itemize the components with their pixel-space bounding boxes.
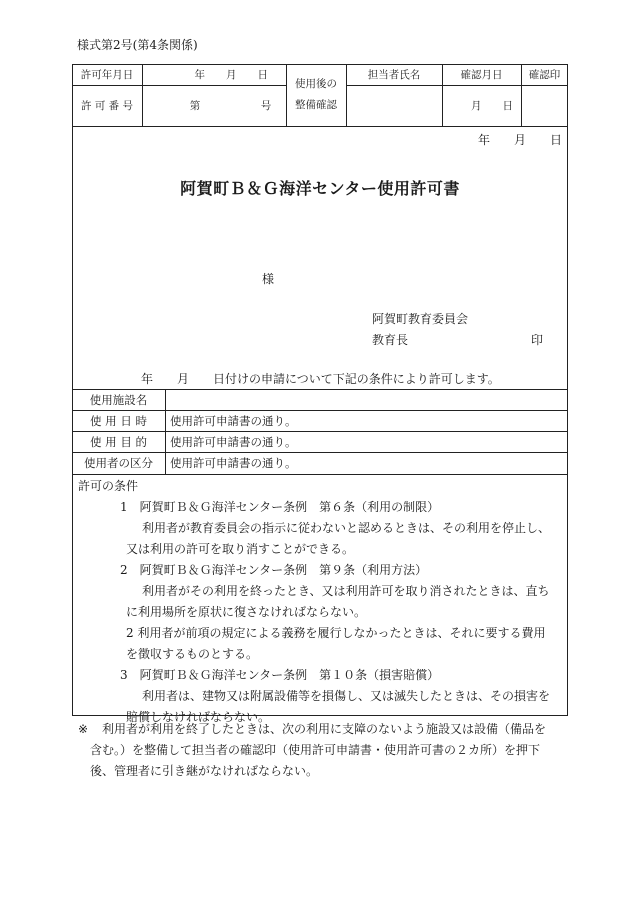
permit-number-prefix: 第 <box>189 100 201 112</box>
document-title: 阿賀町Ｂ＆Ｇ海洋センター使用許可書 <box>180 179 460 198</box>
permit-statement: 年 月 日付けの申請について下記の条件により許可します。 <box>141 372 500 386</box>
conditions-heading: 許可の条件 <box>78 479 139 493</box>
note-line-1: 利用者が利用を終了したときは、次の利用に支障のないよう施設又は設備（備品を <box>102 722 547 736</box>
fields-col-line <box>165 389 166 474</box>
condition-1-heading: 1 阿賀町Ｂ＆Ｇ海洋センター条例 第６条（利用の制限） <box>120 500 440 514</box>
maintenance-label-1: 使用後の <box>295 77 337 90</box>
note-mark: ※ <box>78 722 89 736</box>
condition-2-line-1: 利用者がその利用を終ったとき、又は利用許可を取り消されたときは、直ち <box>142 584 550 598</box>
field-label-purpose: 使 用 目 的 <box>90 434 147 449</box>
issuer-organization: 阿賀町教育委員会 <box>372 312 469 326</box>
confirm-date-label: 確認月日 <box>460 69 503 81</box>
addressee-suffix: 様 <box>262 272 275 286</box>
staff-name-label: 担当者氏名 <box>367 69 421 81</box>
confirm-seal-label: 確認印 <box>528 69 561 81</box>
issuer-seal: 印 <box>531 333 544 347</box>
issuer-title: 教育長 <box>372 333 409 347</box>
condition-2-line-3: 2 利用者が前項の規定による義務を履行しなかったときは、それに要する費用 <box>126 626 546 640</box>
condition-1-line-1: 利用者が教育委員会の指示に従わないと認めるときは、その利用を停止し、 <box>142 521 551 535</box>
field-label-user-category: 使用者の区分 <box>84 456 153 470</box>
issue-date[interactable]: 年 月 日 <box>478 133 563 147</box>
condition-2-line-2: に利用場所を原状に復さなければならない。 <box>126 605 367 619</box>
condition-3-heading: 3 阿賀町Ｂ＆Ｇ海洋センター条例 第１０条（損害賠償） <box>120 668 440 682</box>
field-value-facility[interactable] <box>170 389 566 410</box>
field-value-datetime[interactable]: 使用許可申請書の通り。 <box>170 413 297 428</box>
condition-3-line-1: 利用者は、建物又は附属設備等を損傷し、又は滅失したときは、その損害を <box>142 689 551 703</box>
permit-number-suffix: 号 <box>260 100 272 112</box>
field-label-facility: 使用施設名 <box>89 392 148 407</box>
permit-date-label: 許可年月日 <box>80 69 134 81</box>
permit-date-field[interactable]: 年 月 日 <box>194 69 268 81</box>
field-value-purpose[interactable]: 使用許可申請書の通り。 <box>170 434 297 449</box>
fields-bottom-line <box>72 474 568 475</box>
field-value-user-category[interactable]: 使用許可申請書の通り。 <box>170 456 297 470</box>
note-line-3: 後、管理者に引き継がなければならない。 <box>90 764 319 778</box>
condition-2-line-4: を徴収するものとする。 <box>126 647 259 661</box>
staff-name-field[interactable] <box>346 85 442 126</box>
maintenance-label-2: 整備確認 <box>295 98 337 111</box>
form-number: 様式第2号(第4条関係) <box>77 38 198 52</box>
permit-number-label: 許 可 番 号 <box>80 100 133 112</box>
note-line-2: 含む。）を整備して担当者の確認印（使用許可申請書・使用許可書の２カ所）を押下 <box>90 743 541 757</box>
confirm-date-field[interactable]: 月 日 <box>471 100 513 112</box>
header-bottom-line <box>72 126 568 127</box>
field-label-datetime: 使 用 日 時 <box>90 413 147 428</box>
condition-3-line-2: 賠償しなければならない。 <box>126 710 271 724</box>
condition-2-heading: 2 阿賀町Ｂ＆Ｇ海洋センター条例 第９条（利用方法） <box>120 563 428 577</box>
confirm-seal-field[interactable] <box>521 85 568 126</box>
condition-1-line-2: 又は利用の許可を取り消すことができる。 <box>126 542 355 556</box>
